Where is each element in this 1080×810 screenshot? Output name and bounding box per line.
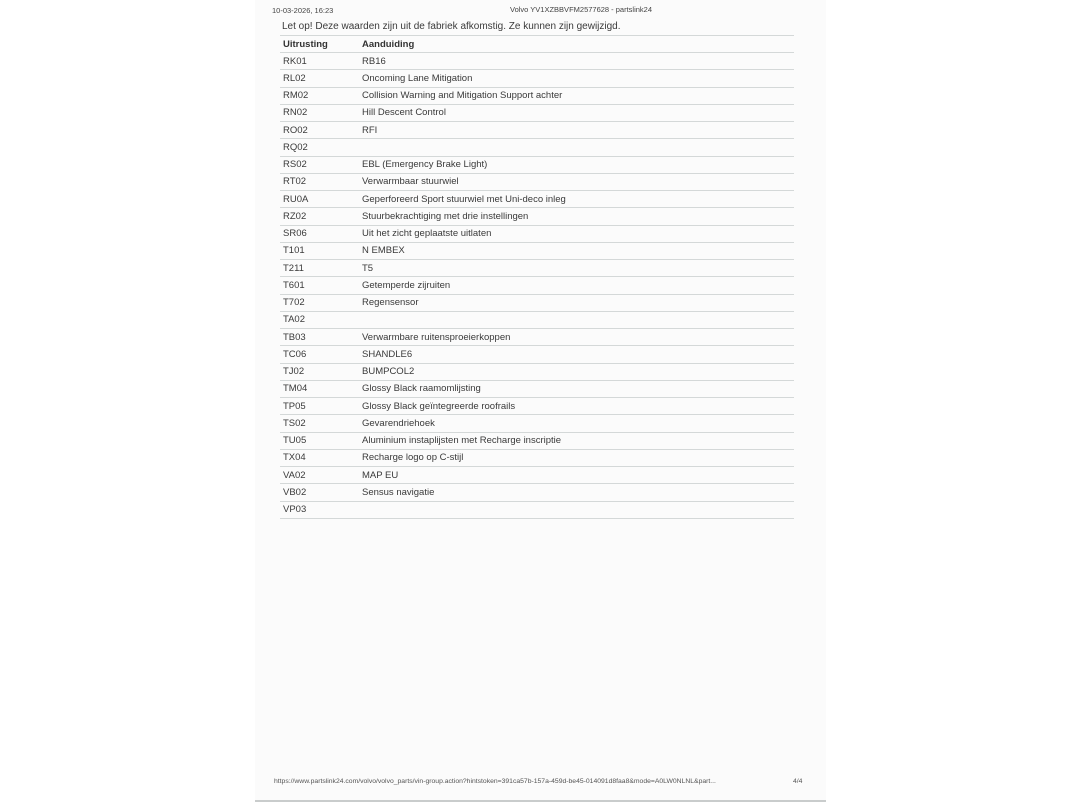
equipment-code: RO02 xyxy=(283,124,308,136)
table-row xyxy=(280,502,794,519)
table-row xyxy=(280,364,794,381)
equipment-code: TM04 xyxy=(283,383,308,395)
equipment-description: Gevarendriehoek xyxy=(362,417,435,429)
table-row xyxy=(280,122,794,139)
equipment-code: RT02 xyxy=(283,176,307,188)
equipment-code: VP03 xyxy=(283,504,307,516)
equipment-code: RL02 xyxy=(283,72,306,84)
equipment-code: TA02 xyxy=(283,314,306,326)
equipment-description: Hill Descent Control xyxy=(362,107,446,119)
table-row xyxy=(280,381,794,398)
table-row xyxy=(280,312,794,329)
equipment-description: Geperforeerd Sport stuurwiel met Uni-deco inleg xyxy=(362,193,566,205)
page-number: 4/4 xyxy=(793,778,803,785)
equipment-description: RFI xyxy=(362,124,378,136)
table-header-row xyxy=(280,36,794,53)
table-row xyxy=(280,191,794,208)
equipment-code: RZ02 xyxy=(283,210,307,222)
table-row xyxy=(280,467,794,484)
equipment-code: RM02 xyxy=(283,90,309,102)
table-row xyxy=(280,70,794,87)
equipment-description: Uit het zicht geplaatste uitlaten xyxy=(362,228,492,240)
equipment-code: T101 xyxy=(283,245,305,257)
equipment-code: TP05 xyxy=(283,400,306,412)
equipment-code: TJ02 xyxy=(283,366,305,378)
equipment-description: Getemperde zijruiten xyxy=(362,279,451,291)
equipment-description: Glossy Black geïntegreerde roofrails xyxy=(362,400,516,412)
equipment-description: Stuurbekrachtiging met drie instellingen xyxy=(362,210,529,222)
footer-url: https://www.partslink24.com/volvo/volvo_parts/vin-group.action?hintstoken=391ca57b-157a-459d-be45-014091d8faa8&mode=A0LW0NLNL&part... xyxy=(274,778,716,785)
table-row xyxy=(280,157,794,174)
column-header-uitrusting: Uitrusting xyxy=(283,38,328,50)
table-row xyxy=(280,243,794,260)
table-row xyxy=(280,398,794,415)
table-row xyxy=(280,105,794,122)
table-row xyxy=(280,139,794,156)
table-row xyxy=(280,226,794,243)
equipment-description: SHANDLE6 xyxy=(362,348,413,360)
equipment-code: RU0A xyxy=(283,193,309,205)
table-row xyxy=(280,277,794,294)
equipment-description: RB16 xyxy=(362,55,386,67)
equipment-code: TC06 xyxy=(283,348,307,360)
equipment-description: Verwarmbare ruitensproeierkoppen xyxy=(362,331,511,343)
print-title: Volvo YV1XZBBVFM2577628 - partslink24 xyxy=(510,5,653,14)
equipment-table xyxy=(280,35,794,519)
table-row xyxy=(280,484,794,501)
table-row xyxy=(280,433,794,450)
table-row xyxy=(280,329,794,346)
equipment-description: Glossy Black raamomlijsting xyxy=(362,383,481,395)
page-divider xyxy=(255,800,826,802)
equipment-description: MAP EU xyxy=(362,469,399,481)
equipment-code: RK01 xyxy=(283,55,307,67)
equipment-code: T211 xyxy=(283,262,304,274)
equipment-description: N EMBEX xyxy=(362,245,405,257)
table-row xyxy=(280,415,794,432)
table-row xyxy=(280,295,794,312)
equipment-code: RN02 xyxy=(283,107,308,119)
equipment-code: T601 xyxy=(283,279,305,291)
equipment-description: Sensus navigatie xyxy=(362,486,435,498)
equipment-description: Aluminium instaplijsten met Recharge inscriptie xyxy=(362,435,562,447)
table-row xyxy=(280,174,794,191)
table-row xyxy=(280,208,794,225)
equipment-description: BUMPCOL2 xyxy=(362,366,415,378)
table-row xyxy=(280,53,794,70)
factory-values-notice: Let op! Deze waarden zijn uit de fabriek afkomstig. Ze kunnen zijn gewijzigd. xyxy=(282,21,621,32)
equipment-description: Oncoming Lane Mitigation xyxy=(362,72,473,84)
equipment-description: Regensensor xyxy=(362,297,419,309)
equipment-description: T5 xyxy=(362,262,374,274)
equipment-description: EBL (Emergency Brake Light) xyxy=(362,159,488,171)
column-header-aanduiding: Aanduiding xyxy=(362,38,415,50)
equipment-code: VB02 xyxy=(283,486,307,498)
print-datetime: 10-03-2026, 16:23 xyxy=(272,6,334,15)
table-row xyxy=(280,450,794,467)
equipment-code: TS02 xyxy=(283,417,306,429)
table-row xyxy=(280,260,794,277)
equipment-code: SR06 xyxy=(283,228,307,240)
equipment-description: Verwarmbaar stuurwiel xyxy=(362,176,459,188)
equipment-code: TU05 xyxy=(283,435,307,447)
equipment-code: RQ02 xyxy=(283,141,308,153)
equipment-code: T702 xyxy=(283,297,305,309)
equipment-code: RS02 xyxy=(283,159,307,171)
equipment-code: TX04 xyxy=(283,452,306,464)
equipment-description: Recharge logo op C-stijl xyxy=(362,452,464,464)
equipment-code: TB03 xyxy=(283,331,306,343)
table-row xyxy=(280,88,794,105)
equipment-code: VA02 xyxy=(283,469,306,481)
table-row xyxy=(280,346,794,363)
equipment-description: Collision Warning and Mitigation Support achter xyxy=(362,90,563,102)
